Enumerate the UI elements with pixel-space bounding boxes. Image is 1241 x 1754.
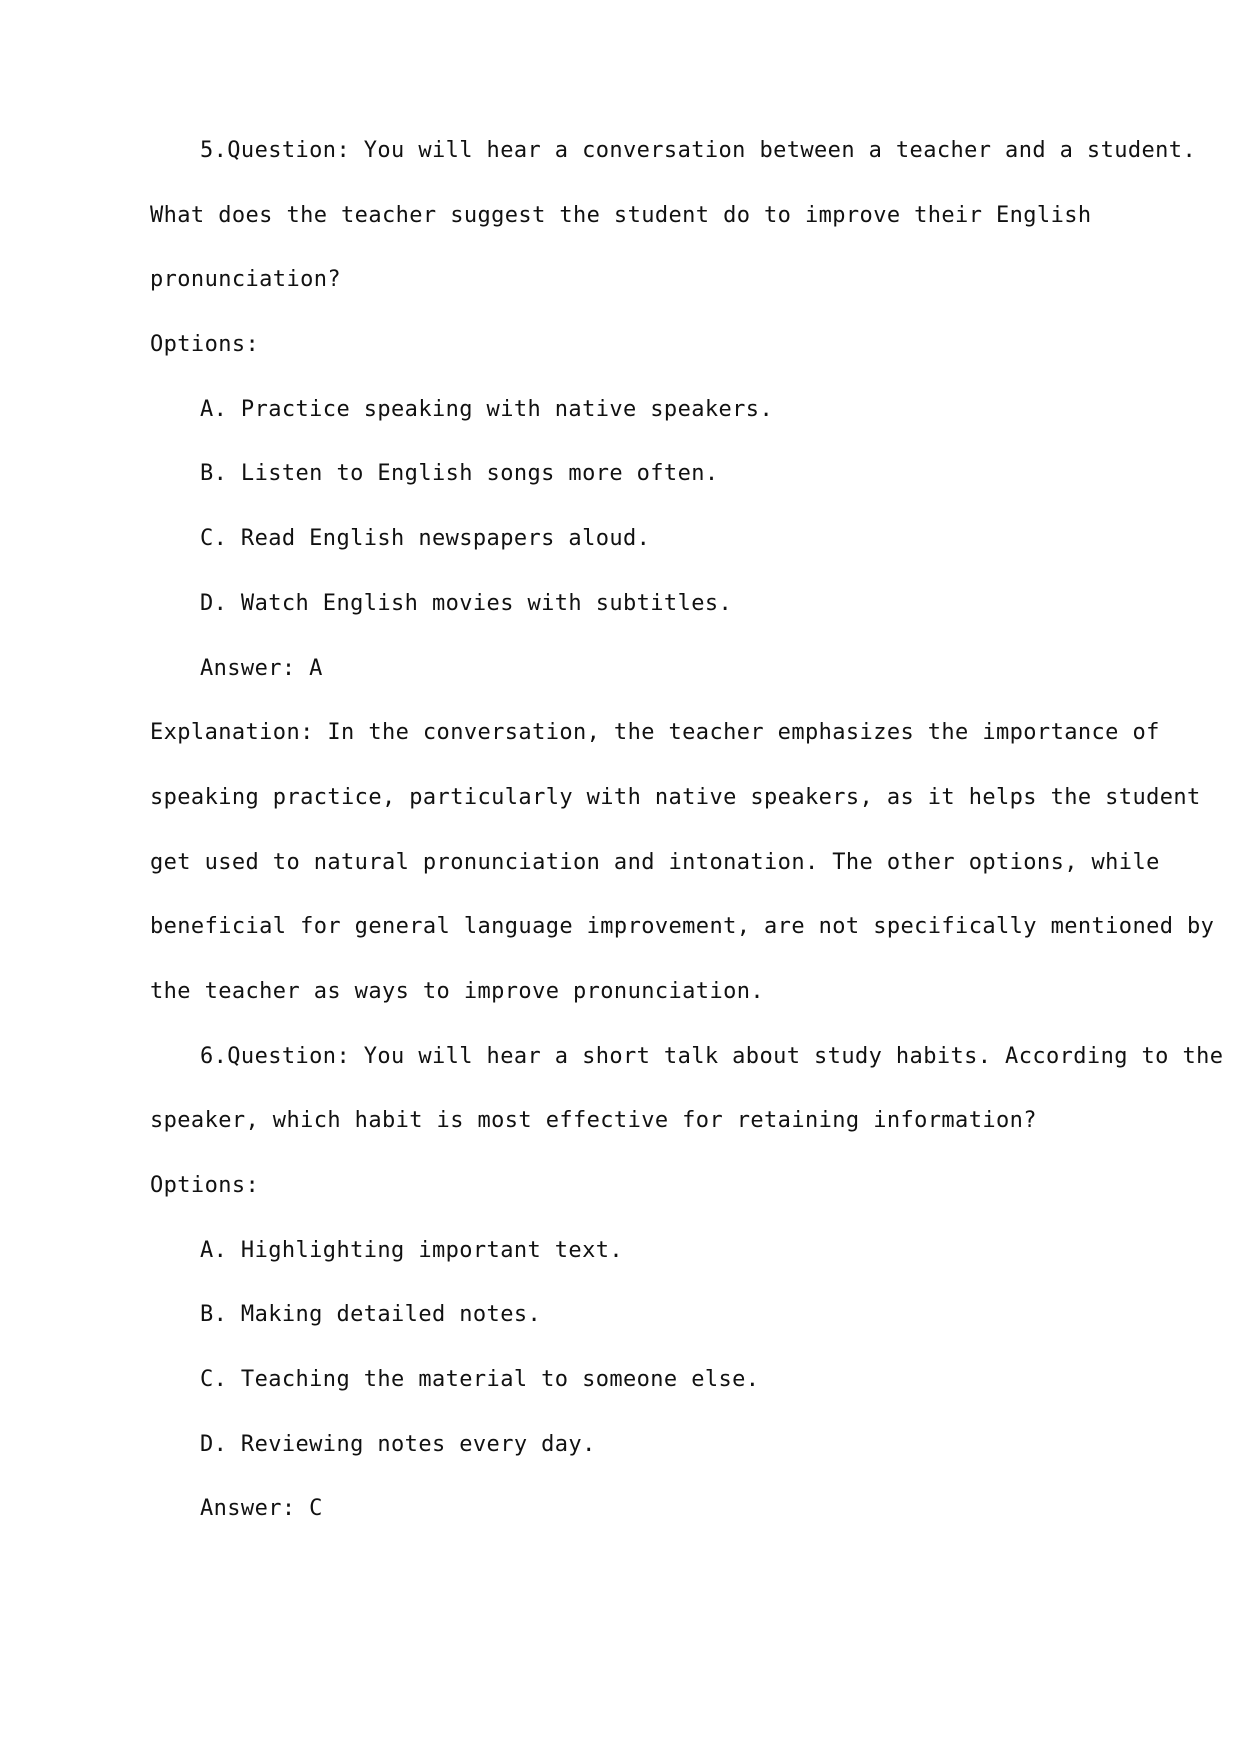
question-5-answer: Answer: A [200,655,323,681]
question-5-explanation-line-2: speaking practice, particularly with native speakers, as it helps the student [150,784,1201,810]
question-6-answer: Answer: C [200,1496,323,1522]
question-6 [150,1042,1224,1560]
question-6-options-label: Options: [150,1173,260,1198]
question-5-option-c: C. Read English newspapers aloud. [200,526,651,552]
document-content [150,136,1224,1559]
question-5 [150,136,1215,1042]
question-5-explanation-line-1: Explanation: In the conversation, the teacher emphasizes the importance of [150,720,1160,746]
question-6-stem-line-2: speaker, which habit is most effective for retaining information? [150,1108,1037,1134]
question-6-option-a: A. Highlighting important text. [200,1237,623,1263]
question-5-stem-line-2: What does the teacher suggest the student do to improve their English [150,202,1092,228]
question-5-option-a: A. Practice speaking with native speakers. [200,396,774,422]
question-5-stem-line-3: pronunciation? [150,267,342,293]
question-5-option-b: B. Listen to English songs more often. [200,461,719,487]
question-5-options-label: Options: [150,332,260,358]
question-5-stem-line-1: 5.Question: You will hear a conversation between a teacher and a student. [200,138,1197,163]
question-6-option-b: B. Making detailed notes. [200,1302,542,1328]
question-5-explanation-line-4: beneficial for general language improvement, are not specifically mentioned by [150,914,1215,940]
question-6-option-c: C. Teaching the material to someone else. [200,1367,760,1393]
question-6-option-d: D. Reviewing notes every day. [200,1431,596,1457]
question-5-option-d: D. Watch English movies with subtitles. [200,590,733,616]
question-5-explanation-line-5: the teacher as ways to improve pronunciation. [150,978,765,1004]
question-6-stem-line-1: 6.Question: You will hear a short talk about study habits. According to the [200,1043,1224,1069]
question-5-explanation-line-3: get used to natural pronunciation and intonation. The other options, while [150,849,1160,875]
